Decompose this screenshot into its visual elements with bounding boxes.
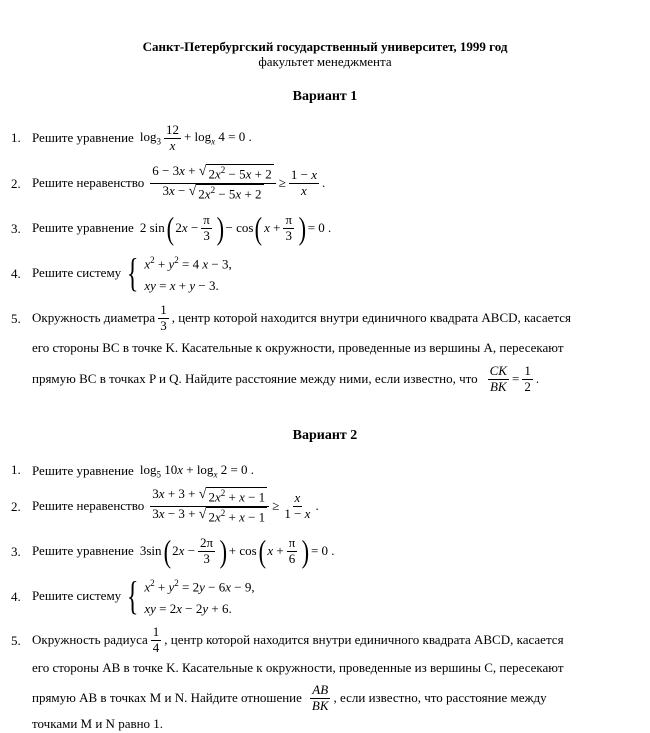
problem-1-1: Решите уравнение $\log_3$ $\frac{12}{x}$ + $\log_x 4 = 0$ . bbox=[32, 121, 252, 153]
variant-1-heading: Вариант 1 bbox=[292, 89, 358, 104]
problem-1-5-line-3: прямую BC в точках P и Q. Найдите расстояние между ними, если известно, что $\frac{CK}{BK}$ = $\frac{1}{2}$ . bbox=[32, 362, 540, 394]
problem-1-5-line-1: Окружность диаметра $\frac{1}{3}$ , центр которой находится внутри единичного квадрата ABCD, касается bbox=[32, 301, 571, 333]
problem-2-4 bbox=[32, 575, 255, 617]
problem-text: Решите систему bbox=[32, 265, 122, 280]
problem-text: Решите уравнение bbox=[32, 220, 134, 235]
problem-text: Решите систему bbox=[32, 588, 122, 603]
problem-text: Окружность диаметра bbox=[32, 310, 156, 325]
problem-text: прямую AB в точках M и N. Найдите отношение bbox=[32, 690, 302, 705]
document-title: Санкт-Петербургский государственный университет, 1999 год bbox=[142, 39, 508, 54]
problem-text: Решите уравнение bbox=[32, 462, 134, 478]
problem-text: , центр которой находится внутри единичного квадрата ABCD, касается bbox=[164, 632, 564, 647]
problem-text: Окружность радиуса bbox=[32, 632, 148, 647]
problem-number: 5. bbox=[11, 311, 21, 326]
variant-2-heading: Вариант 2 bbox=[292, 428, 358, 443]
problem-1-5-line-2: его стороны BC в точке K. Касательные к окружности, проведенные из вершины A, пересекают bbox=[32, 340, 564, 355]
problem-1-2: Решите неравенство 6 − 3x + √ $2x^2 - 5x + 2$ 3x − √ $2x^2 - 5x + 2$ ≥ $\frac{1 - x}{x}$ . bbox=[32, 163, 326, 201]
problem-2-3: Решите уравнение 3sin ( 2x − $\frac{2\pi}{3}$ ) + cos ( x + $\frac{\pi}{6}$ ) = 0 . bbox=[32, 533, 335, 569]
problem-2-5-line-2: его стороны AB в точке K. Касательные к окружности, проведенные из вершины C, пересекают bbox=[32, 660, 564, 675]
problem-2-5-line-1: Окружность радиуса $\frac{1}{4}$ , центр которой находится внутри единичного квадрата ABCD, касается bbox=[32, 623, 564, 655]
fraction: $\frac{1 - x}{x}$ bbox=[290, 166, 317, 198]
problem-2-2: Решите неравенство 3x + 3 + √ $2x^2 + x - 1$ 3x − 3 + √ $2x^2 + x - 1$ ≥ $\frac{x}{1 - x}$ . bbox=[32, 486, 319, 524]
fraction: $\frac{12}{x}$ bbox=[165, 121, 179, 153]
problem-text: Решите уравнение bbox=[32, 543, 134, 558]
problem-number: 4. bbox=[11, 589, 21, 604]
problem-text: прямую BC в точках P и Q. Найдите расстояние между ними, если известно, что bbox=[32, 371, 478, 386]
problem-text: Решите неравенство bbox=[32, 498, 145, 513]
problem-number: 1. bbox=[11, 130, 21, 145]
equation: $\log_3$ bbox=[139, 129, 161, 147]
problem-number: 2. bbox=[11, 499, 21, 514]
problem-2-1: Решите уравнение $\log_5 10x + \log_x 2 = 0$ . bbox=[32, 462, 255, 480]
problem-1-4 bbox=[32, 252, 232, 294]
problem-number: 3. bbox=[11, 221, 21, 236]
problem-text: , если известно, что расстояние между bbox=[333, 690, 547, 705]
problem-number: 5. bbox=[11, 633, 21, 648]
problem-number: 3. bbox=[11, 544, 21, 559]
problem-number: 1. bbox=[11, 462, 21, 477]
fraction: 6 − 3x + √ $2x^2 - 5x + 2$ 3x − √ $2x^2 - 5x + 2$ bbox=[150, 164, 275, 202]
problem-number: 4. bbox=[11, 266, 21, 281]
problem-2-5-line-4: точками M и N равно 1. bbox=[32, 716, 164, 731]
problem-number: 2. bbox=[11, 176, 21, 191]
document-subtitle: факультет менеджмента bbox=[258, 54, 392, 69]
problem-text: Решите уравнение bbox=[32, 130, 134, 145]
problem-1-3: Решите уравнение 2 sin ( 2x − $\frac{\pi}{3}$ ) − cos ( x + $\frac{\pi}{3}$ ) = 0 . bbox=[32, 210, 332, 246]
problem-text: , центр которой находится внутри единичного квадрата ABCD, касается bbox=[171, 310, 571, 325]
problem-2-5-line-3: прямую AB в точках M и N. Найдите отношение $\frac{AB}{BK}$ , если известно, что расстояние между bbox=[32, 681, 547, 713]
equation-system: { $x^2 + y^2 = 4$ x − 3, xy = x + y − 3. bbox=[127, 250, 232, 295]
problem-text: Решите неравенство bbox=[32, 175, 145, 190]
equation-system: { $x^2 + y^2 = 2y - 6x - 9$, xy = 2x − 2y + 6. bbox=[127, 573, 255, 618]
